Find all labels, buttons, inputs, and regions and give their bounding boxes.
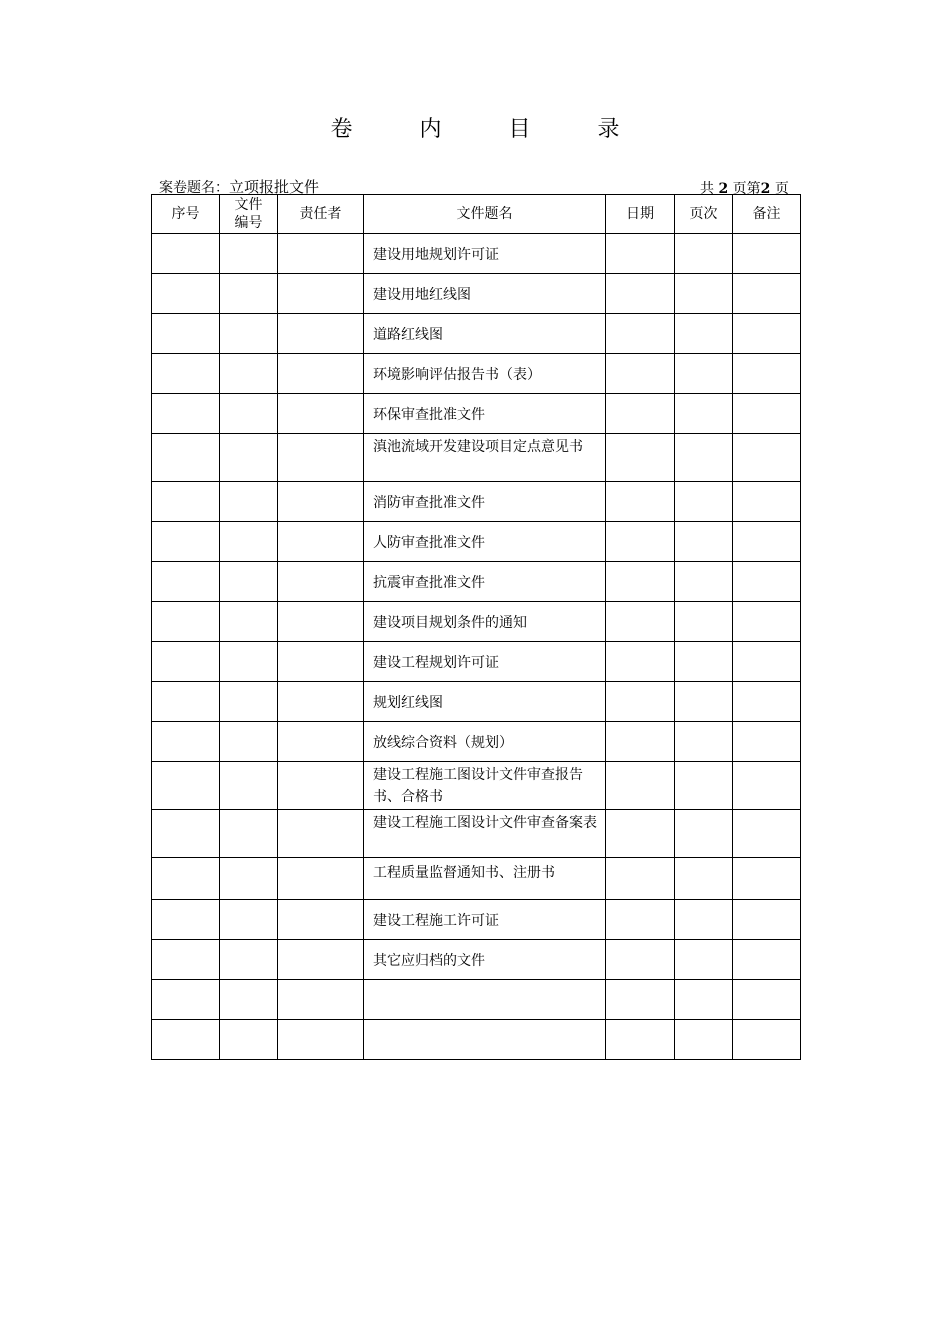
date-cell [606,314,675,354]
seq-cell [152,1020,220,1060]
table-row [152,940,801,980]
remarks-cell [733,274,801,314]
col-header-doc-no [220,195,278,234]
doc-no-cell [220,900,278,940]
responsible-cell [278,642,364,682]
remarks-cell [733,900,801,940]
page-cell [675,980,733,1020]
doc-no-cell [220,1020,278,1060]
doc-no-cell [220,682,278,722]
remarks-cell [733,858,801,900]
doc-no-cell [220,858,278,900]
doc-no-cell [220,394,278,434]
page-cell [675,274,733,314]
responsible-cell [278,394,364,434]
seq-cell [152,522,220,562]
doc-title-cell: 建设用地红线图 [364,274,606,314]
remarks-cell [733,980,801,1020]
doc-title-cell: 其它应归档的文件 [364,940,606,980]
table-row [152,682,801,722]
date-cell [606,858,675,900]
responsible-cell [278,900,364,940]
doc-no-line-2: 编号 [234,215,263,231]
seq-cell [152,234,220,274]
remarks-cell [733,522,801,562]
page-cell [675,682,733,722]
doc-title-cell: 道路红线图 [364,314,606,354]
table-row [152,722,801,762]
doc-no-cell [220,434,278,482]
page-cell [675,602,733,642]
date-cell [606,980,675,1020]
seq-cell [152,482,220,522]
doc-no-line-1: 文件 [234,197,263,213]
remarks-cell [733,562,801,602]
page-cell [675,722,733,762]
page-cell [675,1020,733,1060]
date-cell [606,394,675,434]
seq-cell [152,562,220,602]
doc-title-cell: 建设项目规划条件的通知 [364,602,606,642]
doc-title-cell: 放线综合资料（规划） [364,722,606,762]
table-row [152,762,801,810]
seq-cell [152,900,220,940]
table-row [152,274,801,314]
page-cell [675,482,733,522]
remarks-cell [733,234,801,274]
col-header-doc-title: 文件题名 [364,195,606,234]
remarks-cell [733,722,801,762]
table-row [152,314,801,354]
doc-no-cell [220,482,278,522]
doc-title-cell: 工程质量监督通知书、注册书 [364,858,606,900]
date-cell [606,1020,675,1060]
page-cell [675,810,733,858]
doc-no-cell [220,522,278,562]
doc-no-cell [220,980,278,1020]
page-current: 2 [760,181,771,197]
col-header-responsible: 责任者 [278,195,364,234]
page-cell [675,394,733,434]
table-row [152,354,801,394]
date-cell [606,562,675,602]
responsible-cell [278,314,364,354]
table-row [152,234,801,274]
responsible-cell [278,234,364,274]
col-header-seq: 序号 [152,195,220,234]
page-total: 2 [718,181,729,197]
responsible-cell [278,562,364,602]
page-cell [675,900,733,940]
page-cell [675,522,733,562]
table-row [152,642,801,682]
header-row [152,195,801,234]
seq-cell [152,940,220,980]
doc-no-cell [220,810,278,858]
responsible-cell [278,274,364,314]
remarks-cell [733,314,801,354]
date-cell [606,722,675,762]
remarks-cell [733,682,801,722]
date-cell [606,354,675,394]
doc-no-cell [220,274,278,314]
page-cell [675,354,733,394]
page-cell [675,762,733,810]
doc-title-cell: 人防审查批准文件 [364,522,606,562]
folder-label: 案卷题名： [159,180,229,196]
remarks-cell [733,394,801,434]
col-header-date: 日期 [606,195,675,234]
date-cell [606,682,675,722]
page-cell [675,314,733,354]
col-header-page: 页次 [675,195,733,234]
seq-cell [152,434,220,482]
doc-title-cell: 建设工程施工图设计文件审查报告书、合格书 [364,762,606,810]
responsible-cell [278,858,364,900]
doc-no-cell [220,562,278,602]
remarks-cell [733,1020,801,1060]
date-cell [606,602,675,642]
catalog-table [151,194,801,1060]
table-row [152,482,801,522]
seq-cell [152,980,220,1020]
date-cell [606,522,675,562]
doc-no-cell [220,234,278,274]
remarks-cell [733,482,801,522]
table-row [152,1020,801,1060]
doc-no-cell [220,722,278,762]
remarks-cell [733,762,801,810]
responsible-cell [278,940,364,980]
responsible-cell [278,602,364,642]
seq-cell [152,762,220,810]
remarks-cell [733,642,801,682]
page-count-prefix: 共 [700,181,714,197]
responsible-cell [278,810,364,858]
table-row [152,602,801,642]
responsible-cell [278,762,364,810]
seq-cell [152,394,220,434]
doc-title-cell: 滇池流域开发建设项目定点意见书 [364,434,606,482]
page-cell [675,642,733,682]
folder-name: 立项报批文件 [229,178,320,196]
doc-no-cell [220,602,278,642]
doc-title-cell: 环境影响评估报告书（表） [364,354,606,394]
doc-title-cell: 建设工程施工图设计文件审查备案表 [364,810,606,858]
table-row [152,810,801,858]
seq-cell [152,354,220,394]
doc-no-cell [220,314,278,354]
remarks-cell [733,434,801,482]
responsible-cell [278,980,364,1020]
page-cell [675,858,733,900]
date-cell [606,940,675,980]
table-row [152,522,801,562]
seq-cell [152,602,220,642]
page-cell [675,434,733,482]
date-cell [606,762,675,810]
col-header-remarks: 备注 [733,195,801,234]
page-count-middle: 页第 [732,181,761,197]
doc-title-cell: 抗震审查批准文件 [364,562,606,602]
responsible-cell [278,354,364,394]
doc-no-cell [220,940,278,980]
date-cell [606,482,675,522]
remarks-cell [733,940,801,980]
date-cell [606,642,675,682]
page-cell [675,940,733,980]
table-row [152,900,801,940]
doc-title-cell: 规划红线图 [364,682,606,722]
catalog-body [152,234,801,1060]
date-cell [606,900,675,940]
seq-cell [152,682,220,722]
table-row [152,434,801,482]
doc-title-cell: 建设工程施工许可证 [364,900,606,940]
remarks-cell [733,602,801,642]
date-cell [606,274,675,314]
table-row [152,394,801,434]
doc-title-cell: 建设工程规划许可证 [364,642,606,682]
remarks-cell [733,810,801,858]
doc-title-cell [364,1020,606,1060]
table-row [152,980,801,1020]
doc-title-cell: 建设用地规划许可证 [364,234,606,274]
seq-cell [152,642,220,682]
doc-title-cell [364,980,606,1020]
responsible-cell [278,722,364,762]
table-row [152,562,801,602]
responsible-cell [278,482,364,522]
responsible-cell [278,682,364,722]
seq-cell [152,722,220,762]
page-count-suffix: 页 [774,181,789,197]
doc-no-cell [220,762,278,810]
page-cell [675,234,733,274]
doc-no-cell [220,354,278,394]
doc-no-cell [220,642,278,682]
date-cell [606,234,675,274]
seq-cell [152,274,220,314]
seq-cell [152,810,220,858]
doc-title-cell: 环保审查批准文件 [364,394,606,434]
responsible-cell [278,1020,364,1060]
remarks-cell [733,354,801,394]
doc-title-cell: 消防审查批准文件 [364,482,606,522]
date-cell [606,434,675,482]
responsible-cell [278,434,364,482]
page-title: 卷 内 目 录 [330,117,650,142]
date-cell [606,810,675,858]
table-row [152,858,801,900]
responsible-cell [278,522,364,562]
page-cell [675,562,733,602]
seq-cell [152,314,220,354]
seq-cell [152,858,220,900]
